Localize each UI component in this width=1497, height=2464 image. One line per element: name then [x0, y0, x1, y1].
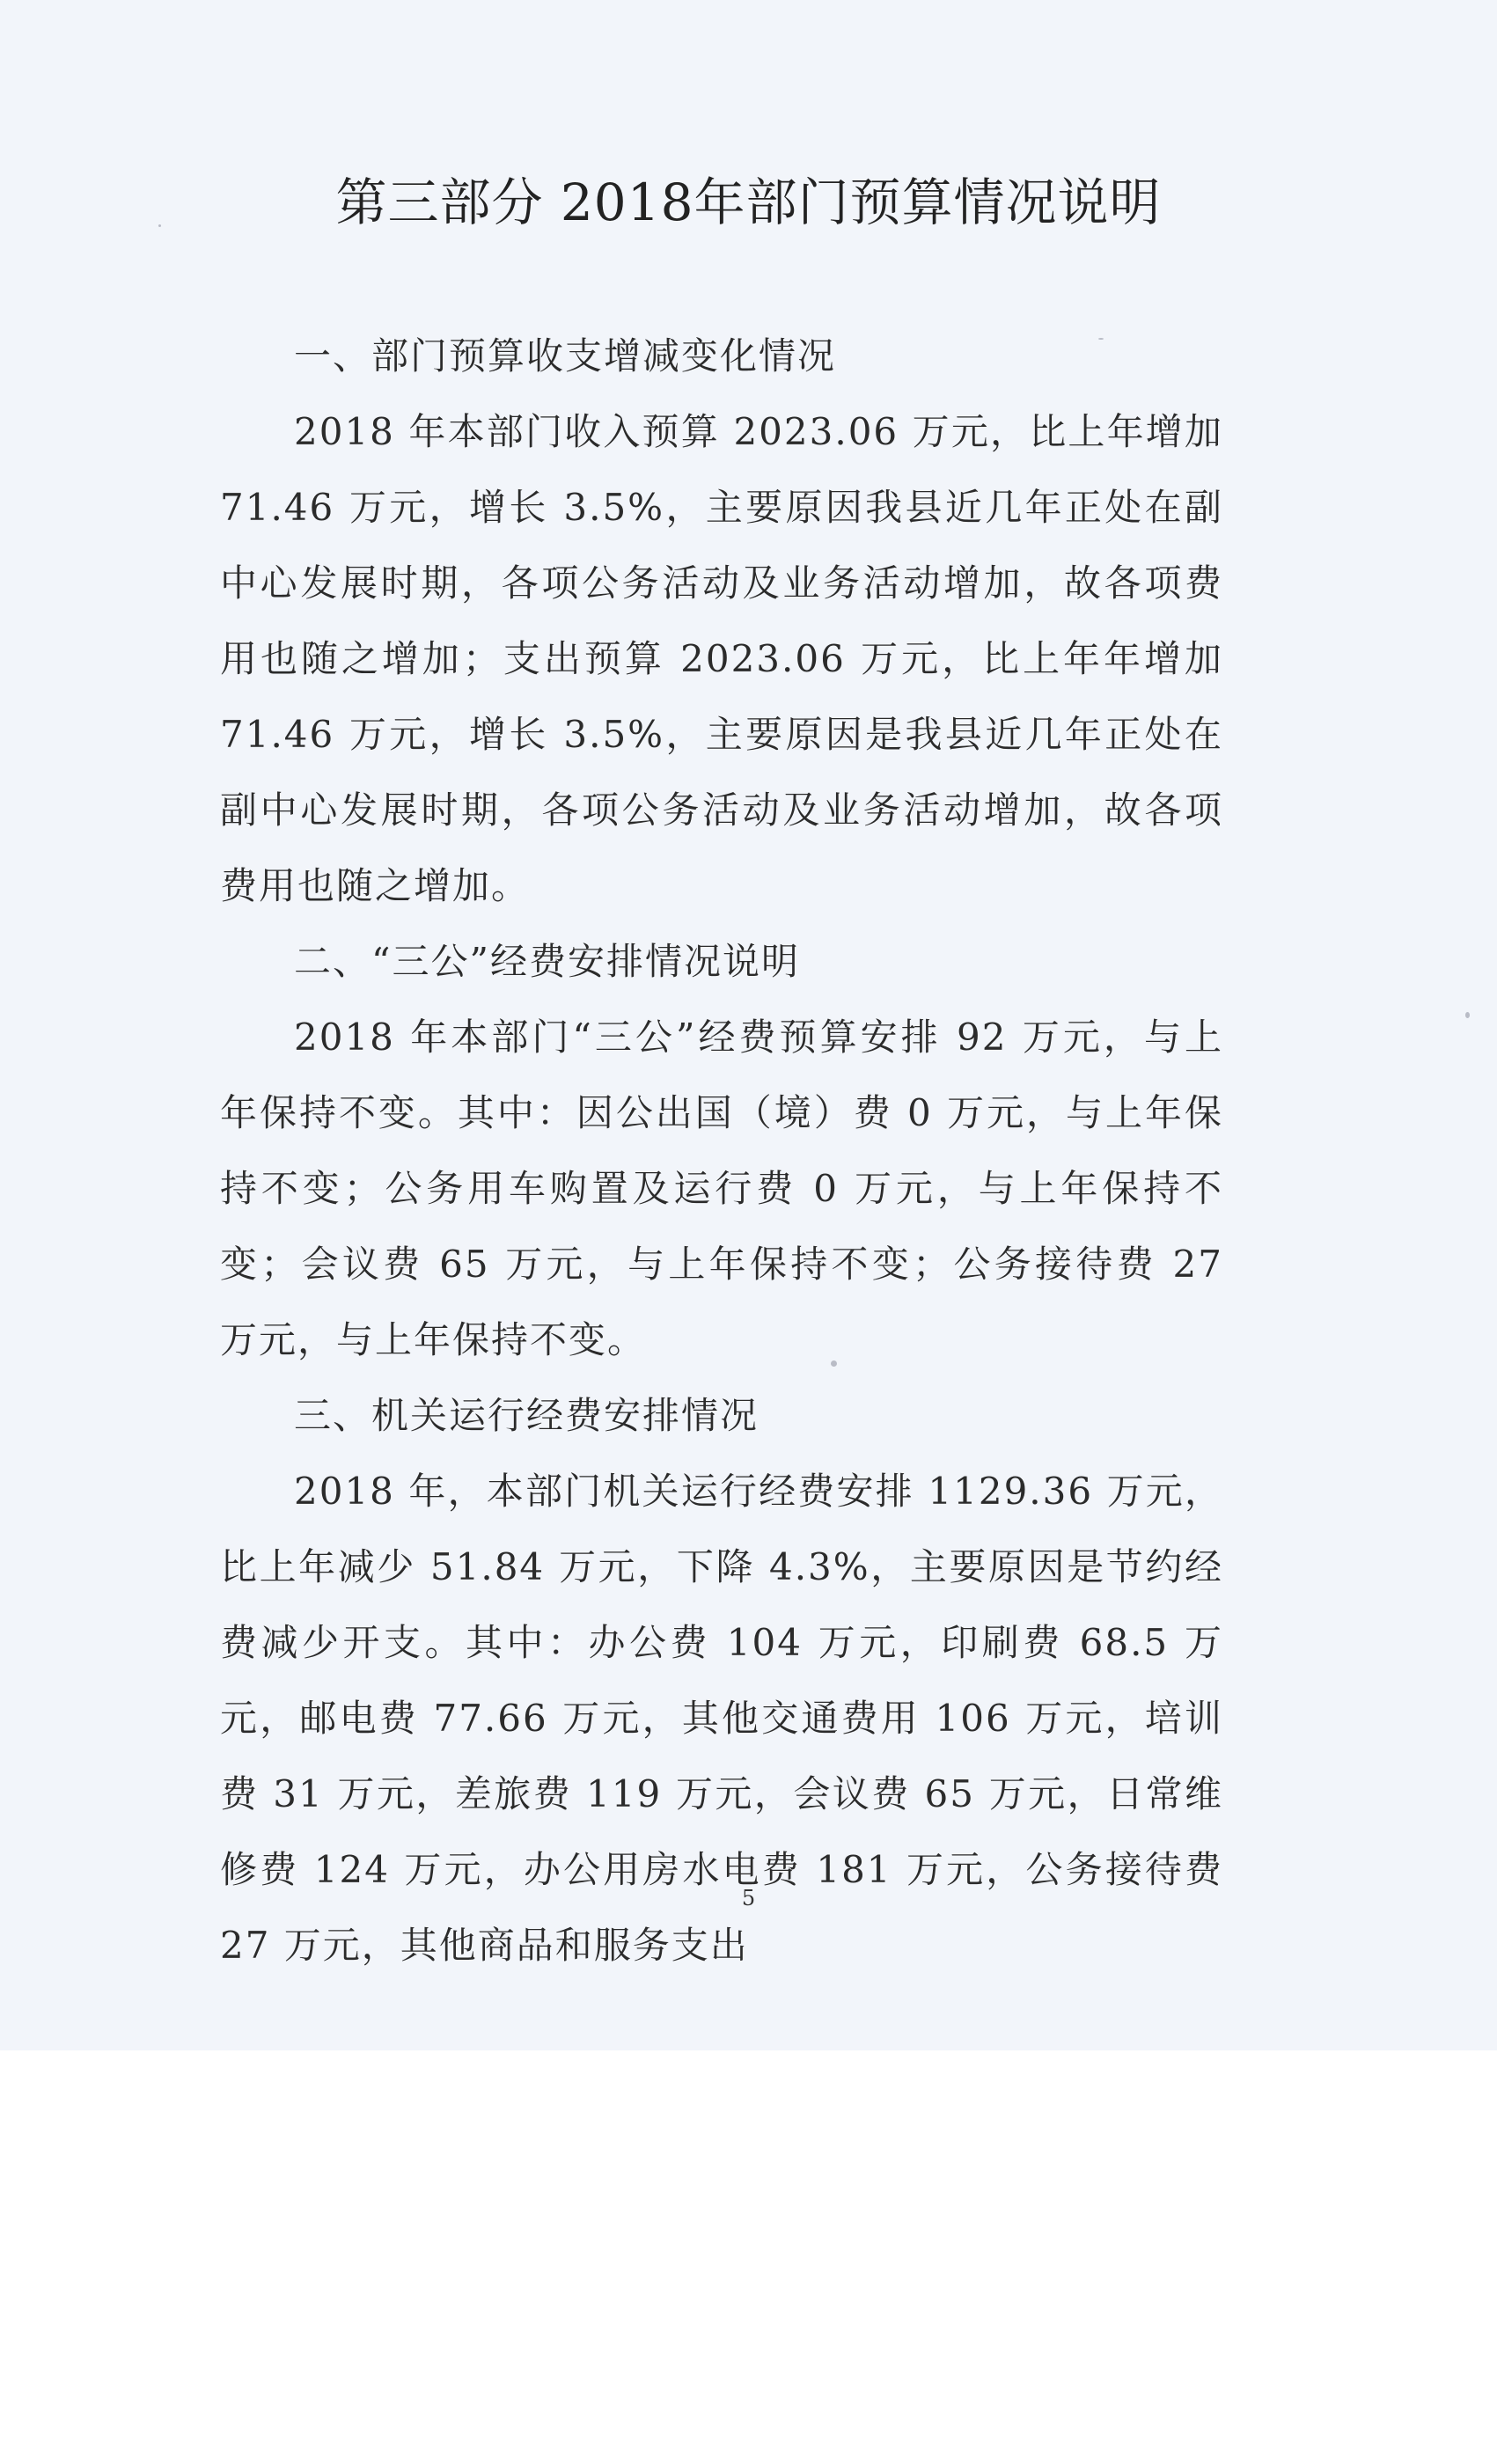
- page-number: 5: [741, 1886, 756, 1910]
- document-title: 第三部分 2018年部门预算情况说明: [335, 172, 1162, 232]
- section-3-paragraph: 2018 年，本部门机关运行经费安排 1129.36 万元，比上年减少 51.84 万元，下降 4.3%，主要原因是节约经费减少开支。其中：办公费 104 万元，印刷费 68.5 万元，邮电费 77.66 万元，其他交通费用 106 万元，培训费 31 万元，差旅费 119 万元，会议费 65 万元，日常维修费 124 万元，办公用房水电费 181 万元，公务接待费 27 万元，其他商品和服务支出: [220, 1470, 1223, 1967]
- scan-speck: [831, 1360, 837, 1367]
- section-2-heading: 二、“三公”经费安排情况说明: [294, 940, 800, 983]
- scan-speck: [158, 224, 161, 227]
- section-1-paragraph: 2018 年本部门收入预算 2023.06 万元，比上年增加 71.46 万元，增长 3.5%，主要原因我县近几年正处在副中心发展时期，各项公务活动及业务活动增加，故各项费用也随之增加；支出预算 2023.06 万元，比上年年增加 71.46 万元，增长 3.5%，主要原因是我县近几年正处在副中心发展时期，各项公务活动及业务活动增加，故各项费用也随之增加。: [220, 410, 1223, 907]
- scan-speck: [1098, 338, 1104, 340]
- section-3-heading: 三、机关运行经费安排情况: [294, 1394, 760, 1437]
- document-body: [220, 319, 1223, 1984]
- section-2-paragraph: 2018 年本部门“三公”经费预算安排 92 万元，与上年保持不变。其中：因公出国（境）费 0 万元，与上年保持不变；公务用车购置及运行费 0 万元，与上年保持不变；会议费 65 万元，与上年保持不变；公务接待费 27 万元，与上年保持不变。: [220, 1016, 1223, 1361]
- section-1-heading: 一、部门预算收支增减变化情况: [294, 334, 837, 378]
- scan-speck: [1465, 1012, 1470, 1018]
